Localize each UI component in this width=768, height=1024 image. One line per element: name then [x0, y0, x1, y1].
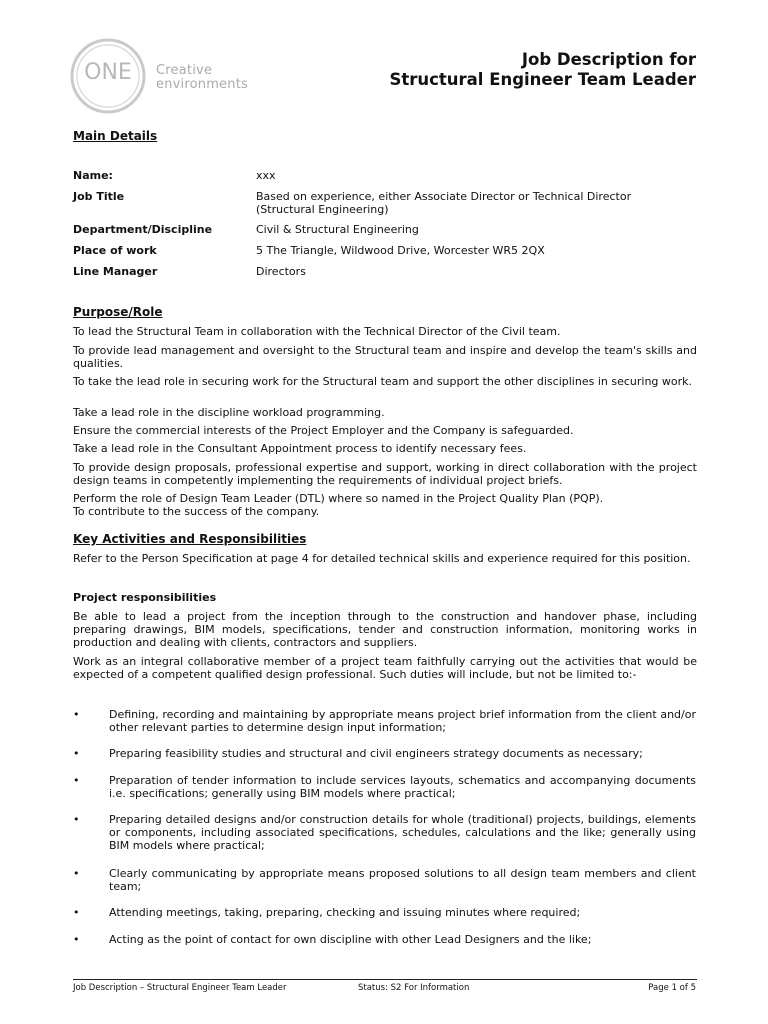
bullet-icon: •: [73, 708, 80, 721]
detail-label-department: Department/Discipline: [73, 223, 213, 236]
purpose-heading: Purpose/Role: [73, 305, 163, 319]
purpose-paragraph: To contribute to the success of the company.: [73, 505, 320, 518]
project-responsibilities-paragraph: Be able to lead a project from the inception through to the construction and handover phase, including preparing drawings, BIM models, specifications, tender and construction information, monitoring works in production and dealing with clients, contractors and suppliers.: [73, 610, 697, 649]
logo-word-creative: Creative: [156, 63, 213, 78]
bullet-item: Preparing feasibility studies and structural and civil engineers strategy documents as necessary;: [109, 747, 643, 760]
purpose-paragraph: To provide lead management and oversight to the Structural team and inspire and develop the team's skills and qualities.: [73, 344, 697, 370]
logo-mark: ONE: [84, 60, 132, 85]
purpose-paragraph: Ensure the commercial interests of the Project Employer and the Company is safeguarded.: [73, 424, 574, 437]
key-activities-intro: Refer to the Person Specification at page 4 for detailed technical skills and experience required for this position.: [73, 552, 691, 565]
main-details-heading: Main Details: [73, 129, 158, 143]
detail-value-job-title: Based on experience, either Associate Director or Technical Director (Structural Engineering): [256, 190, 632, 216]
purpose-paragraph: To provide design proposals, professional expertise and support, working in direct collaboration with the project design teams in competently implementing the requirements of individual project briefs.: [73, 461, 697, 487]
footer-status: Status: S2 For Information: [358, 983, 470, 993]
bullet-item: Defining, recording and maintaining by appropriate means project brief information from the client and/or other relevant parties to determine design input information;: [109, 708, 696, 734]
bullet-icon: •: [73, 774, 80, 787]
project-responsibilities-paragraph: Work as an integral collaborative member of a project team faithfully carrying out the activities that would be expected of a competent qualified design professional. Such duties will include, but not be limited to:-: [73, 655, 697, 681]
purpose-paragraph: To lead the Structural Team in collaboration with the Technical Director of the Civil team.: [73, 325, 561, 338]
bullet-item: Preparation of tender information to include services layouts, schematics and accompanying documents i.e. specifications; generally using BIM models where practical;: [109, 774, 696, 800]
title-line-1: Job Description for: [521, 50, 696, 69]
title-line-2: Structural Engineer Team Leader: [389, 70, 696, 89]
document-title: [389, 50, 696, 90]
company-logo: [70, 37, 260, 117]
footer-document-name: Job Description – Structural Engineer Team Leader: [73, 983, 287, 993]
detail-value-name: xxx: [256, 169, 276, 182]
logo-word-environments: environments: [156, 77, 248, 92]
detail-label-job-title: Job Title: [73, 190, 125, 203]
detail-label-name: Name:: [73, 169, 113, 182]
footer-divider: [73, 979, 697, 980]
detail-label-line-manager: Line Manager: [73, 265, 158, 278]
bullet-icon: •: [73, 813, 80, 826]
key-activities-heading: Key Activities and Responsibilities: [73, 532, 307, 546]
project-responsibilities-heading: Project responsibilities: [73, 591, 217, 604]
bullet-icon: •: [73, 747, 80, 760]
bullet-item: Attending meetings, taking, preparing, checking and issuing minutes where required;: [109, 906, 581, 919]
purpose-paragraph: To take the lead role in securing work for the Structural team and support the other disciplines in securing work.: [73, 375, 693, 388]
bullet-icon: •: [73, 906, 80, 919]
bullet-icon: •: [73, 867, 80, 880]
detail-value-line-manager: Directors: [256, 265, 306, 278]
purpose-paragraph: Perform the role of Design Team Leader (DTL) where so named in the Project Quality Plan (PQP).: [73, 492, 604, 505]
bullet-item: Clearly communicating by appropriate means proposed solutions to all design team members and client team;: [109, 867, 696, 893]
bullet-icon: •: [73, 933, 80, 946]
detail-value-place-of-work: 5 The Triangle, Wildwood Drive, Worcester WR5 2QX: [256, 244, 545, 257]
purpose-paragraph: Take a lead role in the Consultant Appointment process to identify necessary fees.: [73, 442, 527, 455]
bullet-item: Preparing detailed designs and/or construction details for whole (traditional) projects, buildings, elements or components, including associated specifications, schedules, calculations and the like; generally using BIM models where practical;: [109, 813, 696, 852]
purpose-paragraph: Take a lead role in the discipline workload programming.: [73, 406, 385, 419]
bullet-item: Acting as the point of contact for own discipline with other Lead Designers and the like;: [109, 933, 592, 946]
detail-value-department: Civil & Structural Engineering: [256, 223, 419, 236]
footer-page-number: Page 1 of 5: [648, 983, 696, 993]
detail-label-place-of-work: Place of work: [73, 244, 157, 257]
